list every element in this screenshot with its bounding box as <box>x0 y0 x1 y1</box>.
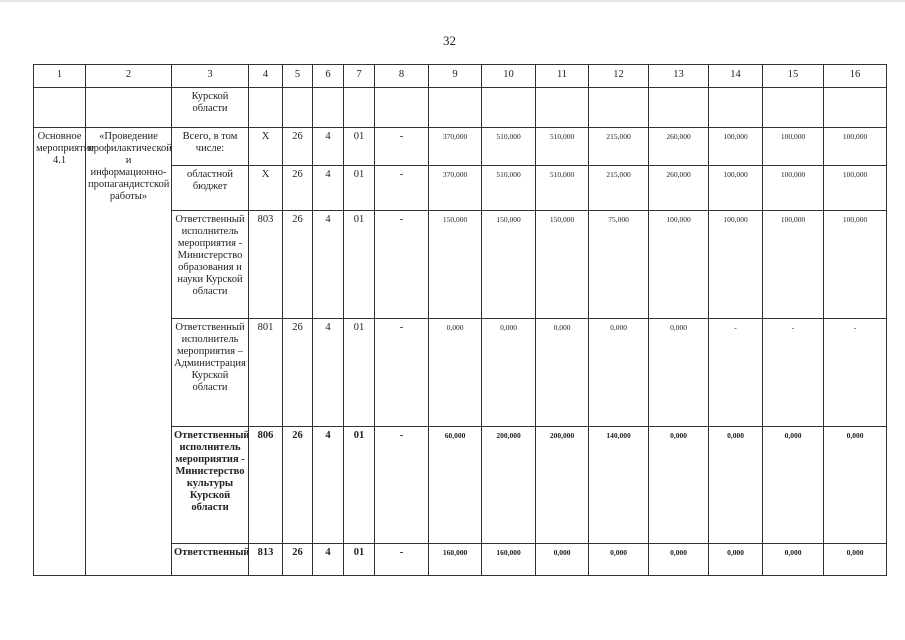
amount-cell: - <box>763 319 824 427</box>
code-cell: 806 <box>249 427 283 544</box>
classification-cell: 4 <box>313 128 344 166</box>
classification-cell: 26 <box>283 427 313 544</box>
classification-cell: 4 <box>313 427 344 544</box>
column-header: 3 <box>172 65 249 88</box>
classification-cell: - <box>375 211 429 319</box>
amount-cell: 0,000 <box>824 544 887 576</box>
amount-cell: 150,000 <box>482 211 536 319</box>
classification-cell: - <box>375 427 429 544</box>
amount-cell: 100,000 <box>709 166 763 211</box>
amount-cell: 0,000 <box>649 544 709 576</box>
page-number: 32 <box>443 33 456 48</box>
column-header: 12 <box>589 65 649 88</box>
classification-cell: 26 <box>283 128 313 166</box>
amount-cell: 260,000 <box>649 166 709 211</box>
amount-cell: 510,000 <box>482 128 536 166</box>
amount-cell: 0,000 <box>763 427 824 544</box>
amount-cell: 370,000 <box>429 128 482 166</box>
amount-cell: 0,000 <box>709 427 763 544</box>
executor-cell: Ответственный <box>172 544 249 576</box>
amount-cell: 510,000 <box>536 166 589 211</box>
amount-cell: 160,000 <box>482 544 536 576</box>
classification-cell: - <box>375 319 429 427</box>
classification-cell: - <box>375 166 429 211</box>
classification-cell: 26 <box>283 166 313 211</box>
amount-cell: 260,000 <box>649 128 709 166</box>
executor-cell: областной бюджет <box>172 166 249 211</box>
column-header: 16 <box>824 65 887 88</box>
classification-cell: - <box>375 128 429 166</box>
column-header: 5 <box>283 65 313 88</box>
classification-cell: 26 <box>283 544 313 576</box>
code-cell: 803 <box>249 211 283 319</box>
amount-cell: 200,000 <box>482 427 536 544</box>
executor-cell: Ответственный исполнитель мероприятия - Министерство образования и науки Курской области <box>172 211 249 319</box>
column-header: 13 <box>649 65 709 88</box>
classification-cell: 4 <box>313 319 344 427</box>
classification-cell: 26 <box>283 319 313 427</box>
amount-cell: 370,000 <box>429 166 482 211</box>
amount-cell: 100,000 <box>763 166 824 211</box>
amount-cell: 75,000 <box>589 211 649 319</box>
amount-cell: 0,000 <box>589 544 649 576</box>
table-row <box>34 128 887 166</box>
amount-cell: 150,000 <box>536 211 589 319</box>
amount-cell: 150,000 <box>429 211 482 319</box>
column-header: 2 <box>86 65 172 88</box>
amount-cell: 510,000 <box>536 128 589 166</box>
amount-cell: 0,000 <box>763 544 824 576</box>
classification-cell: 01 <box>344 211 375 319</box>
column-header: 1 <box>34 65 86 88</box>
classification-cell: 01 <box>344 319 375 427</box>
amount-cell: 510,000 <box>482 166 536 211</box>
classification-cell: 4 <box>313 166 344 211</box>
executor-cell: Всего, в том числе: <box>172 128 249 166</box>
classification-cell: 01 <box>344 427 375 544</box>
classification-cell: 4 <box>313 544 344 576</box>
column-header: 8 <box>375 65 429 88</box>
classification-cell: 4 <box>313 211 344 319</box>
amount-cell: 0,000 <box>536 544 589 576</box>
code-cell: Х <box>249 128 283 166</box>
code-cell: 813 <box>249 544 283 576</box>
amount-cell: - <box>824 319 887 427</box>
amount-cell: - <box>709 319 763 427</box>
scan-edge <box>0 0 905 2</box>
classification-cell: 01 <box>344 544 375 576</box>
classification-cell: 01 <box>344 128 375 166</box>
amount-cell: 0,000 <box>649 427 709 544</box>
executor-cell: Курской области <box>172 88 249 128</box>
executor-cell: Ответственный исполнитель мероприятия – Администрация Курской области <box>172 319 249 427</box>
column-header: 4 <box>249 65 283 88</box>
measure-label: Основное мероприятие 4.1 <box>34 128 86 576</box>
column-header: 11 <box>536 65 589 88</box>
amount-cell: 0,000 <box>589 319 649 427</box>
amount-cell: 140,000 <box>589 427 649 544</box>
classification-cell: 01 <box>344 166 375 211</box>
amount-cell: 0,000 <box>649 319 709 427</box>
amount-cell: 100,000 <box>763 211 824 319</box>
amount-cell: 100,000 <box>763 128 824 166</box>
column-header: 15 <box>763 65 824 88</box>
amount-cell: 100,000 <box>824 166 887 211</box>
column-number-row <box>34 65 887 88</box>
amount-cell: 200,000 <box>536 427 589 544</box>
code-cell: 801 <box>249 319 283 427</box>
column-header: 14 <box>709 65 763 88</box>
amount-cell: 100,000 <box>824 211 887 319</box>
amount-cell: 0,000 <box>824 427 887 544</box>
amount-cell: 0,000 <box>536 319 589 427</box>
table-row-continuation <box>34 88 887 128</box>
amount-cell: 60,000 <box>429 427 482 544</box>
measure-title: «Проведение профилактической и информационно-пропагандистской работы» <box>86 128 172 576</box>
amount-cell: 100,000 <box>824 128 887 166</box>
amount-cell: 0,000 <box>429 319 482 427</box>
amount-cell: 100,000 <box>709 128 763 166</box>
amount-cell: 215,000 <box>589 166 649 211</box>
amount-cell: 215,000 <box>589 128 649 166</box>
column-header: 7 <box>344 65 375 88</box>
classification-cell: - <box>375 544 429 576</box>
classification-cell: 26 <box>283 211 313 319</box>
amount-cell: 160,000 <box>429 544 482 576</box>
amount-cell: 100,000 <box>709 211 763 319</box>
budget-table <box>33 64 887 576</box>
amount-cell: 0,000 <box>709 544 763 576</box>
executor-cell: Ответственный исполнитель мероприятия - Министерство культуры Курской области <box>172 427 249 544</box>
amount-cell: 0,000 <box>482 319 536 427</box>
column-header: 10 <box>482 65 536 88</box>
code-cell: Х <box>249 166 283 211</box>
amount-cell: 100,000 <box>649 211 709 319</box>
column-header: 9 <box>429 65 482 88</box>
column-header: 6 <box>313 65 344 88</box>
